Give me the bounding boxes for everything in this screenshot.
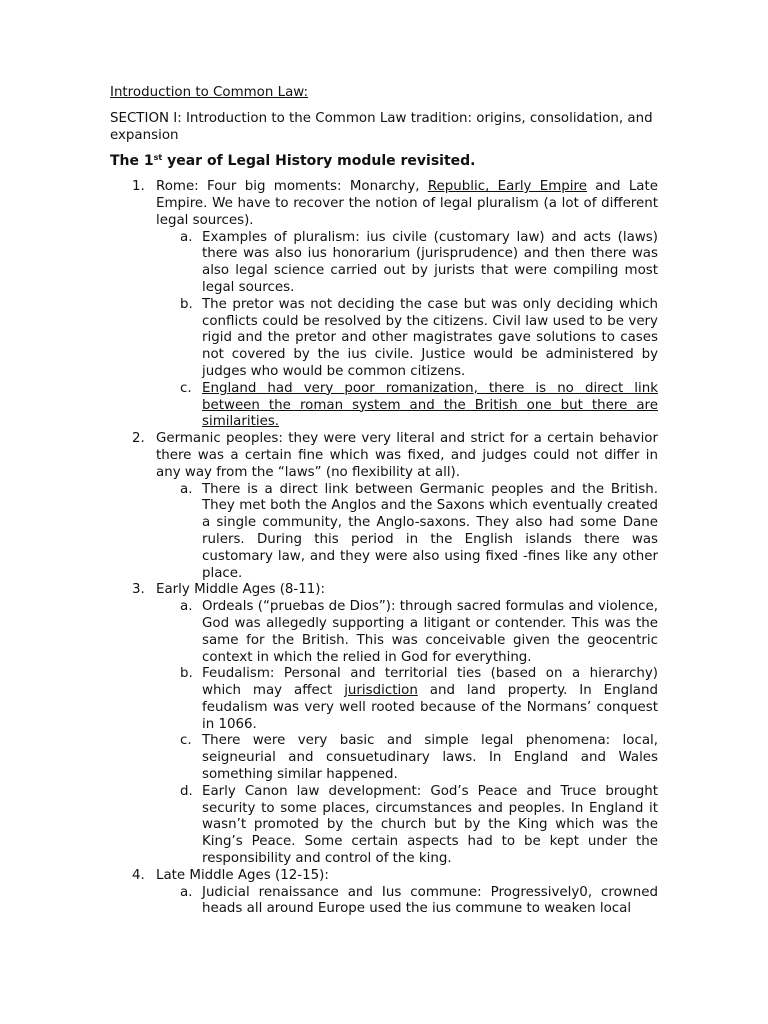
- sub-item: [156, 297, 658, 381]
- underlined-text: jurisdiction: [344, 683, 418, 699]
- sub-letter: d.: [180, 783, 193, 799]
- list-number: 4.: [132, 867, 145, 883]
- text-run: Rome: Four big moments: Monarchy,: [156, 179, 428, 195]
- sub-item: [156, 885, 658, 919]
- list-item-text: Early Middle Ages (8-11):: [156, 582, 326, 598]
- sub-letter: a.: [180, 229, 193, 245]
- sub-item-text: Ordeals (“pruebas de Dios”): through sacred formulas and violence, God was allegedly supporting a litigant or contender. This was the same for the British. This was conceivable given the geocentric context in which the relied in God for everything.: [202, 599, 658, 665]
- sub-list: [156, 230, 658, 432]
- list-number: 1.: [132, 179, 145, 195]
- text-run: and land property. In England feudalism was very well rooted because of the Normans’ conquest in 1066.: [202, 683, 658, 732]
- main-list: [110, 179, 658, 918]
- list-number: 3.: [132, 582, 145, 598]
- sub-item-text: Judicial renaissance and Ius commune: Progressively0, crowned heads all around Europe used the ius commune to weaken local: [202, 884, 658, 917]
- underlined-text: England had very poor romanization, there is no direct link between the roman system and the British one but there are similarities.: [202, 380, 658, 430]
- sub-letter: c.: [180, 380, 192, 396]
- sub-item-text: The pretor was not deciding the case but was only deciding which conflicts could be resolved by the citizens. Civil law used to be very rigid and the pretor and other magistrates gave solutions to cases not covered by the ius civile. Justice would be administered by judges who would be common citizens.: [202, 296, 658, 379]
- sub-list: [156, 599, 658, 868]
- text-run: and Late Empire. We have to recover the notion of legal pluralism (a lot of different legal sources).: [156, 179, 658, 228]
- document-title: Introduction to Common Law:: [110, 85, 309, 100]
- sub-item-text: Examples of pluralism: ius civile (customary law) and acts (laws) there was also ius honorarium (jurisprudence) and then there was also legal science carried out by jurists that were compiling most legal sources.: [202, 229, 658, 295]
- sub-item: [156, 381, 658, 431]
- sub-letter: a.: [180, 599, 193, 615]
- list-item-germanic: [110, 431, 658, 582]
- list-item-early-middle-ages: [110, 582, 658, 868]
- module-heading: [110, 153, 658, 170]
- sub-list: [156, 885, 658, 919]
- sub-item: [156, 784, 658, 868]
- sub-letter: c.: [180, 733, 192, 749]
- list-item-text: Germanic peoples: they were very literal and strict for a certain behavior there was a certain fine which was fixed, and judges could not differ in any way from the “laws” (no flexibility at all).: [156, 431, 658, 480]
- section-heading: SECTION I: Introduction to the Common Law tradition: origins, consolidation, and expansion: [110, 110, 653, 143]
- list-item-rome: [110, 179, 658, 431]
- document-page: [110, 85, 658, 918]
- sub-item: [156, 733, 658, 783]
- sub-item-text: [202, 381, 658, 431]
- sub-list: [156, 482, 658, 583]
- sub-item-text: There were very basic and simple legal phenomena: local, seigneurial and consuetudinary laws. In England and Wales something similar happened.: [202, 733, 658, 783]
- text-run: Feudalism: Personal and territorial ties (based on a hierarchy) which may affect: [202, 666, 658, 699]
- module-heading-sup: st: [153, 153, 163, 163]
- list-item-text: Late Middle Ages (12-15):: [156, 867, 329, 883]
- underlined-text: Republic, Early Empire: [427, 179, 587, 195]
- list-number: 2.: [132, 431, 145, 447]
- sub-item-text: [202, 666, 658, 733]
- sub-item-text: Early Canon law development: God’s Peace and Truce brought security to some places, circumstances and peoples. In England it wasn’t promoted by the church but by the King which was the King’s Peace. Some certain aspects had to be kept under the responsibility and control of the king.: [202, 783, 658, 867]
- sub-letter: a.: [180, 481, 193, 497]
- sub-item: [156, 599, 658, 666]
- module-heading-pre: The 1: [110, 153, 154, 170]
- sub-item-text: There is a direct link between Germanic peoples and the British. They met both the Anglos and the Saxons which eventually created a single community, the Anglo-saxons. They also had some Dane rulers. During this period in the English islands there was customary law, and they were also using fixed -fines like any other place.: [202, 481, 658, 581]
- list-item-text: [156, 179, 658, 229]
- sub-item: [156, 230, 658, 297]
- sub-item: [156, 482, 658, 583]
- module-heading-post: year of Legal History module revisited.: [162, 153, 476, 170]
- sub-letter: a.: [180, 884, 193, 900]
- sub-item: [156, 666, 658, 733]
- sub-letter: b.: [180, 666, 193, 682]
- sub-letter: b.: [180, 296, 193, 312]
- list-item-late-middle-ages: [110, 868, 658, 918]
